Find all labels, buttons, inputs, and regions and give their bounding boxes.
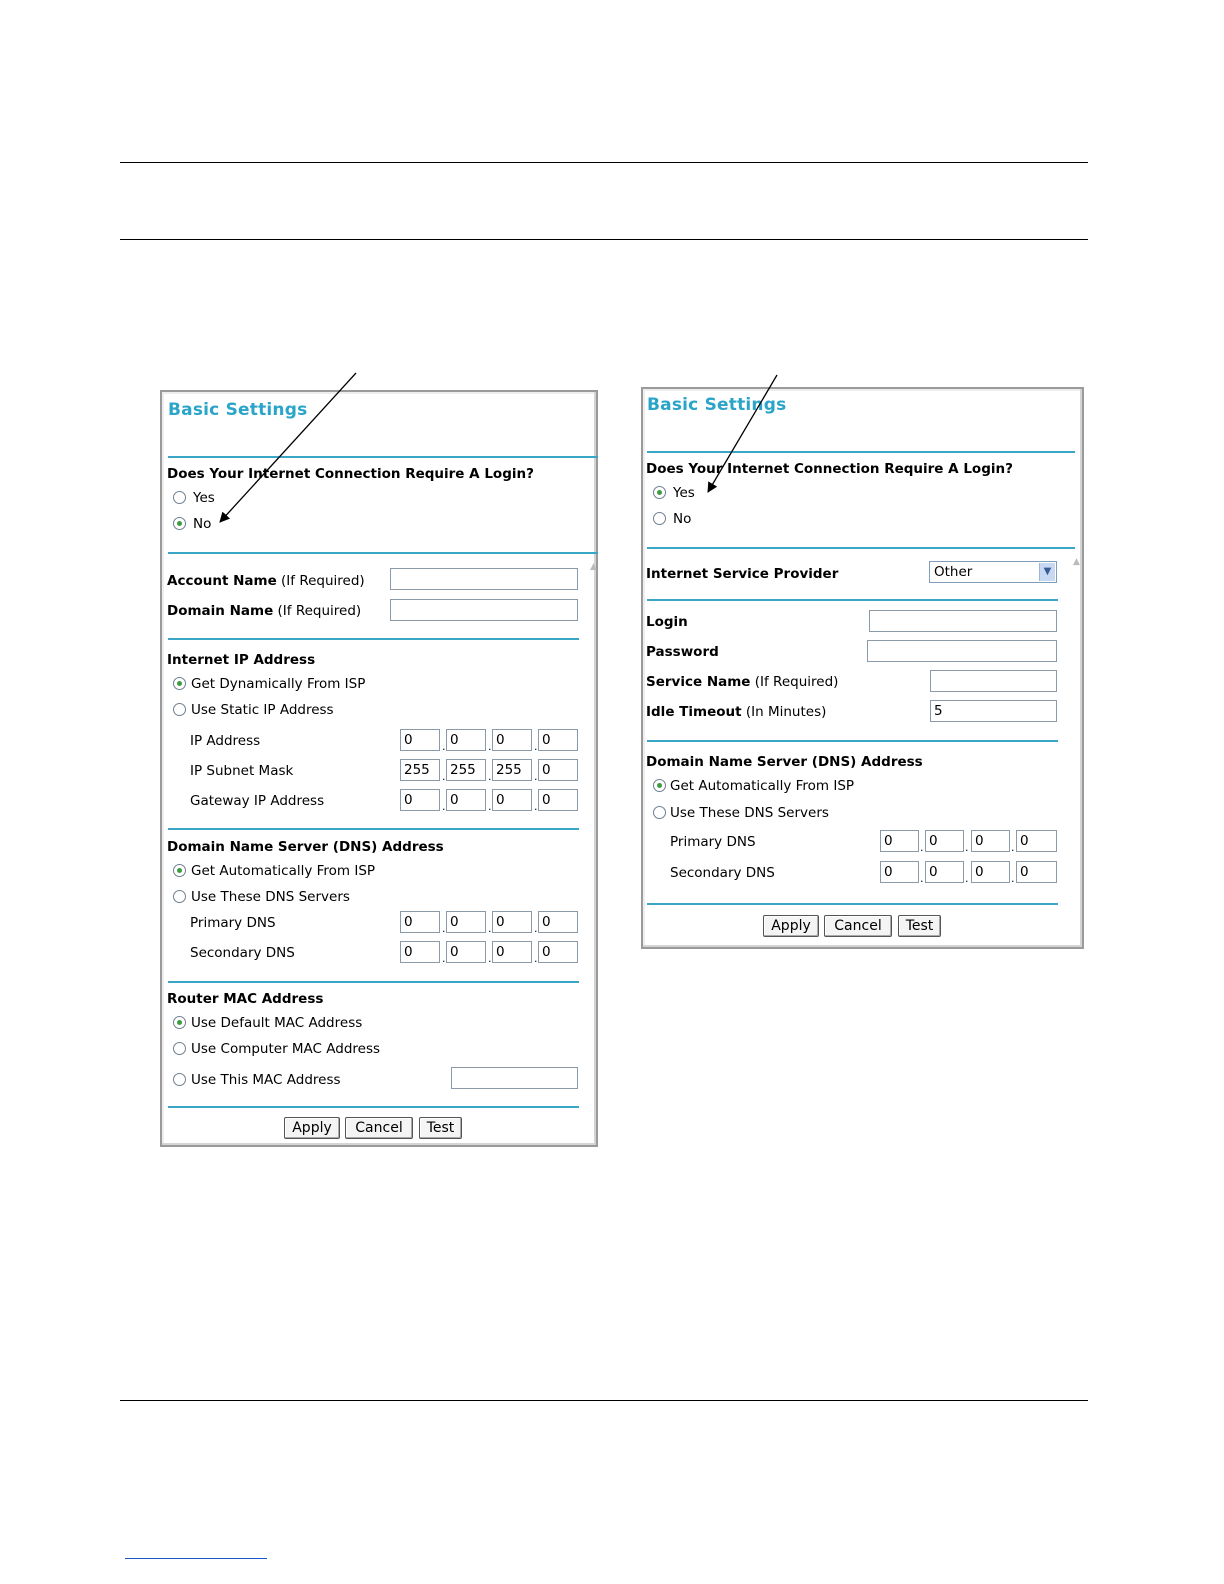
gateway-octet-4[interactable]: 0: [538, 789, 578, 811]
cancel-button[interactable]: Cancel: [345, 1117, 413, 1139]
left-settings-panel: Basic Settings Does Your Internet Connection Require A Login? Yes No ▲ Account Name (If Required) Domain Name (If Required) Internet IP Address Get Dynamically From ISP Use Static IP Address IP Address 0 . 0 . 0 . 0 IP Subnet Mask 255 . 255 . 255 . 0 Gateway IP Address 0 . 0 . 0 . 0 Domain Name Server (DNS) Address Get Automatically From ISP Use These DNS Servers Primary DNS 0 . 0 . 0 . 0 Secondary DNS 0 . 0 . 0 . 0 Router MAC Address Use Default MAC Address Use Computer MAC Address Use This MAC Address Apply Cancel Test: [160, 390, 598, 1147]
secondary-dns-octet-3[interactable]: 0: [492, 941, 532, 963]
secondary-dns-octet-3[interactable]: 0: [971, 861, 1010, 883]
apply-button[interactable]: Apply: [763, 915, 819, 937]
radio-dns-manual-label: Use These DNS Servers: [191, 889, 350, 905]
isp-select-value: Other: [934, 564, 973, 580]
radio-login-yes-label: Yes: [673, 485, 695, 501]
ip-address-octet-1[interactable]: 0: [400, 729, 440, 751]
secondary-dns-octet-1[interactable]: 0: [400, 941, 440, 963]
subnet-mask-octet-2[interactable]: 255: [446, 759, 486, 781]
primary-dns-octet-4[interactable]: 0: [538, 911, 578, 933]
radio-mac-computer-label: Use Computer MAC Address: [191, 1041, 381, 1057]
secondary-dns-octet-1[interactable]: 0: [880, 861, 919, 883]
radio-ip-dynamic-label: Get Dynamically From ISP: [191, 676, 366, 692]
cancel-button[interactable]: Cancel: [824, 915, 892, 937]
subnet-mask-octet-1[interactable]: 255: [400, 759, 440, 781]
ip-address-octet-4[interactable]: 0: [538, 729, 578, 751]
account-name-label: Account Name (If Required): [167, 573, 365, 589]
ip-address-octet-2[interactable]: 0: [446, 729, 486, 751]
mac-header: Router MAC Address: [167, 991, 324, 1007]
radio-dns-auto-label: Get Automatically From ISP: [670, 778, 855, 794]
internet-ip-header: Internet IP Address: [167, 652, 316, 668]
login-question: Does Your Internet Connection Require A Login?: [167, 466, 534, 482]
primary-dns-octet-2[interactable]: 0: [925, 830, 964, 852]
radio-mac-this-label: Use This MAC Address: [191, 1072, 341, 1088]
primary-dns-octet-2[interactable]: 0: [446, 911, 486, 933]
scrollbar-up-arrow[interactable]: ▲: [590, 562, 597, 572]
scrollbar-up-arrow[interactable]: ▲: [1073, 557, 1080, 567]
apply-button[interactable]: Apply: [284, 1117, 340, 1139]
secondary-dns-octet-2[interactable]: 0: [446, 941, 486, 963]
subnet-mask-label: IP Subnet Mask: [190, 763, 294, 779]
secondary-dns-label: Secondary DNS: [670, 865, 775, 881]
domain-name-label: Domain Name (If Required): [167, 603, 362, 619]
right-panel-title: Basic Settings: [647, 395, 787, 415]
callout-arrow-right: [708, 375, 777, 492]
test-button[interactable]: Test: [898, 915, 941, 937]
primary-dns-label: Primary DNS: [190, 915, 276, 931]
left-panel-title: Basic Settings: [168, 400, 308, 420]
secondary-dns-octet-4[interactable]: 0: [538, 941, 578, 963]
ip-address-octet-3[interactable]: 0: [492, 729, 532, 751]
gateway-octet-2[interactable]: 0: [446, 789, 486, 811]
subnet-mask-octet-3[interactable]: 255: [492, 759, 532, 781]
password-label: Password: [646, 644, 719, 660]
radio-ip-static-label: Use Static IP Address: [191, 702, 334, 718]
chevron-down-icon[interactable]: ▼: [1039, 563, 1055, 581]
right-settings-panel: Basic Settings Does Your Internet Connection Require A Login? Yes No ▲ Internet Service Provider Other ▼ Login Password Service Name (If Required) Idle Timeout (In Minutes) 5 Domain Name Server (DNS) Address Get Automatically From ISP Use These DNS Servers Primary DNS 0 . 0 . 0 . 0 Secondary DNS 0 . 0 . 0 . 0 Apply Cancel Test: [641, 387, 1084, 949]
service-name-label: Service Name (If Required): [646, 674, 839, 690]
secondary-dns-octet-2[interactable]: 0: [925, 861, 964, 883]
radio-login-yes-label: Yes: [193, 490, 215, 506]
radio-login-no-label: No: [193, 516, 212, 532]
dns-header: Domain Name Server (DNS) Address: [646, 754, 923, 770]
isp-label: Internet Service Provider: [646, 566, 839, 582]
radio-mac-default-label: Use Default MAC Address: [191, 1015, 363, 1031]
primary-dns-octet-3[interactable]: 0: [971, 830, 1010, 852]
test-button[interactable]: Test: [419, 1117, 462, 1139]
secondary-dns-label: Secondary DNS: [190, 945, 295, 961]
login-label: Login: [646, 614, 688, 630]
radio-login-no-label: No: [673, 511, 692, 527]
subnet-mask-octet-4[interactable]: 0: [538, 759, 578, 781]
primary-dns-label: Primary DNS: [670, 834, 756, 850]
radio-dns-auto-label: Get Automatically From ISP: [191, 863, 376, 879]
gateway-octet-3[interactable]: 0: [492, 789, 532, 811]
idle-timeout-label: Idle Timeout (In Minutes): [646, 704, 827, 720]
login-question: Does Your Internet Connection Require A Login?: [646, 461, 1013, 477]
ip-address-label: IP Address: [190, 733, 261, 749]
primary-dns-octet-1[interactable]: 0: [400, 911, 440, 933]
gateway-label: Gateway IP Address: [190, 793, 325, 809]
dns-header: Domain Name Server (DNS) Address: [167, 839, 444, 855]
primary-dns-octet-1[interactable]: 0: [880, 830, 919, 852]
primary-dns-octet-3[interactable]: 0: [492, 911, 532, 933]
radio-dns-manual-label: Use These DNS Servers: [670, 805, 829, 821]
callout-arrow-left: [220, 373, 356, 522]
idle-timeout-input[interactable]: 5: [930, 700, 1057, 722]
gateway-octet-1[interactable]: 0: [400, 789, 440, 811]
primary-dns-octet-4[interactable]: 0: [1016, 830, 1057, 852]
secondary-dns-octet-4[interactable]: 0: [1016, 861, 1057, 883]
